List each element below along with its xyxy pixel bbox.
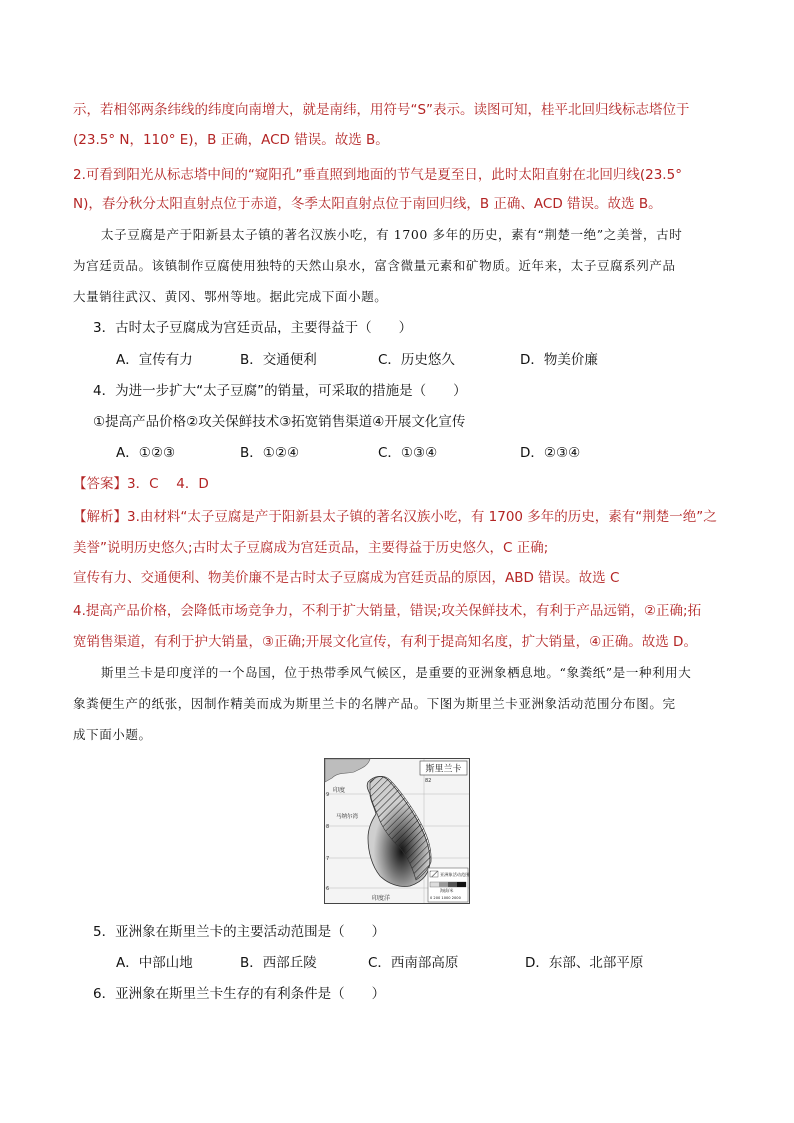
question-stem-4: 4．为进一步扩大“太子豆腐”的销量，可采取的措施是（ ）	[93, 383, 467, 399]
sri-lanka-elephant-map	[324, 758, 470, 904]
lat-label: 7	[326, 856, 330, 862]
answer-text: 3．C 4．D	[127, 476, 209, 492]
q3-option-b[interactable]: B．交通便利	[240, 352, 317, 368]
analysis-line	[73, 507, 717, 527]
lon-label: 82	[425, 778, 432, 784]
passage-line: 象粪便生产的纸张，因制作精美而成为斯里兰卡的名牌产品。下图为斯里兰卡亚洲象活动范围分布图。完	[73, 696, 676, 711]
map-title: 斯里兰卡	[425, 764, 462, 775]
passage-line: 为宫廷贡品。该镇制作豆腐使用独特的天然山泉水，富含微量元素和矿物质。近年来，太子豆腐系列产品	[73, 258, 676, 273]
passage-line: 大量销往武汉、黄冈、鄂州等地。据此完成下面小题。	[73, 289, 388, 304]
map-gulf-label: 马纳尔湾	[336, 814, 359, 820]
q5-option-d[interactable]: D．东部、北部平原	[525, 955, 644, 971]
answer-line	[73, 474, 209, 494]
map-sea-label: 印度	[333, 787, 346, 794]
lat-label: 6	[326, 886, 330, 892]
question-stem-5: 5．亚洲象在斯里兰卡的主要活动范围是（ ）	[93, 924, 386, 940]
lat-label: 8	[326, 824, 330, 830]
q3-option-c[interactable]: C．历史悠久	[378, 352, 455, 368]
map-ocean-label: 印度洋	[372, 895, 391, 902]
passage-line: 斯里兰卡是印度洋的一个岛国，位于热带季风气候区，是重要的亚洲象栖息地。“象粪纸”是一种利用大	[101, 665, 692, 680]
q5-option-a[interactable]: A．中部山地	[116, 955, 193, 971]
legend-alt-label: 海拔/米	[440, 888, 454, 893]
q4-option-d[interactable]: D．②③④	[520, 445, 581, 461]
explanation-line: 2.可看到阳光从标志塔中间的“窥阳孔”垂直照到地面的节气是夏至日，此时太阳直射在北回归线(23.5°	[73, 167, 682, 183]
passage-line: 太子豆腐是产于阳新县太子镇的著名汉族小吃，有 1700 多年的历史，素有“荆楚一绝”之美誉，古时	[101, 227, 683, 242]
analysis-line: 4.提高产品价格，会降低市场竞争力，不利于扩大销量，错误;攻关保鲜技术，有利于产品远销，②正确;拓	[73, 603, 702, 619]
explanation-line: (23.5° N，110° E)，B 正确，ACD 错误。故选 B。	[73, 132, 389, 148]
explanation-line: 示，若相邻两条纬线的纬度向南增大，就是南纬，用符号“S”表示。读图可知，桂平北回归线标志塔位于	[73, 102, 690, 118]
analysis-line: 美誉”说明历史悠久;古时太子豆腐成为宫廷贡品，主要得益于历史悠久，C 正确;	[73, 540, 549, 556]
q3-option-d[interactable]: D．物美价廉	[520, 352, 598, 368]
q4-option-b[interactable]: B．①②④	[240, 445, 300, 461]
lat-label: 9	[326, 792, 330, 798]
question-stem-6: 6．亚洲象在斯里兰卡生存的有利条件是（ ）	[93, 986, 386, 1002]
explanation-line: N)，春分秋分太阳直射点位于赤道，冬季太阳直射点位于南回归线，B 正确、ACD 错误。故选 B。	[73, 196, 662, 212]
question-stem-3: 3．古时太子豆腐成为宫廷贡品，主要得益于（ ）	[93, 320, 413, 336]
q5-option-b[interactable]: B．西部丘陵	[240, 955, 317, 971]
legend-scale: 0 200 1000 2000	[430, 896, 461, 900]
q4-measures: ①提高产品价格②攻关保鲜技术③拓宽销售渠道④开展文化宣传	[93, 414, 466, 430]
analysis-tag: 【解析】	[73, 509, 127, 525]
answer-tag: 【答案】	[73, 476, 127, 492]
analysis-line: 宽销售渠道，有利于护大销量，③正确;开展文化宣传，有利于提高知名度，扩大销量，④正确。故选 D。	[73, 634, 697, 650]
q5-option-c[interactable]: C．西南部高原	[368, 955, 459, 971]
q4-option-a[interactable]: A．①②③	[116, 445, 176, 461]
q4-option-c[interactable]: C．①③④	[378, 445, 438, 461]
analysis-line: 宣传有力、交通便利、物美价廉不是古时太子豆腐成为宫廷贡品的原因，ABD 错误。故选 C	[73, 570, 620, 586]
analysis-text: 3.由材料“太子豆腐是产于阳新县太子镇的著名汉族小吃，有 1700 多年的历史，素有“荆楚一绝”之	[127, 509, 717, 525]
passage-line: 成下面小题。	[73, 727, 152, 742]
legend-range-label: 亚洲象活动范围	[440, 872, 470, 877]
q3-option-a[interactable]: A．宣传有力	[116, 352, 193, 368]
